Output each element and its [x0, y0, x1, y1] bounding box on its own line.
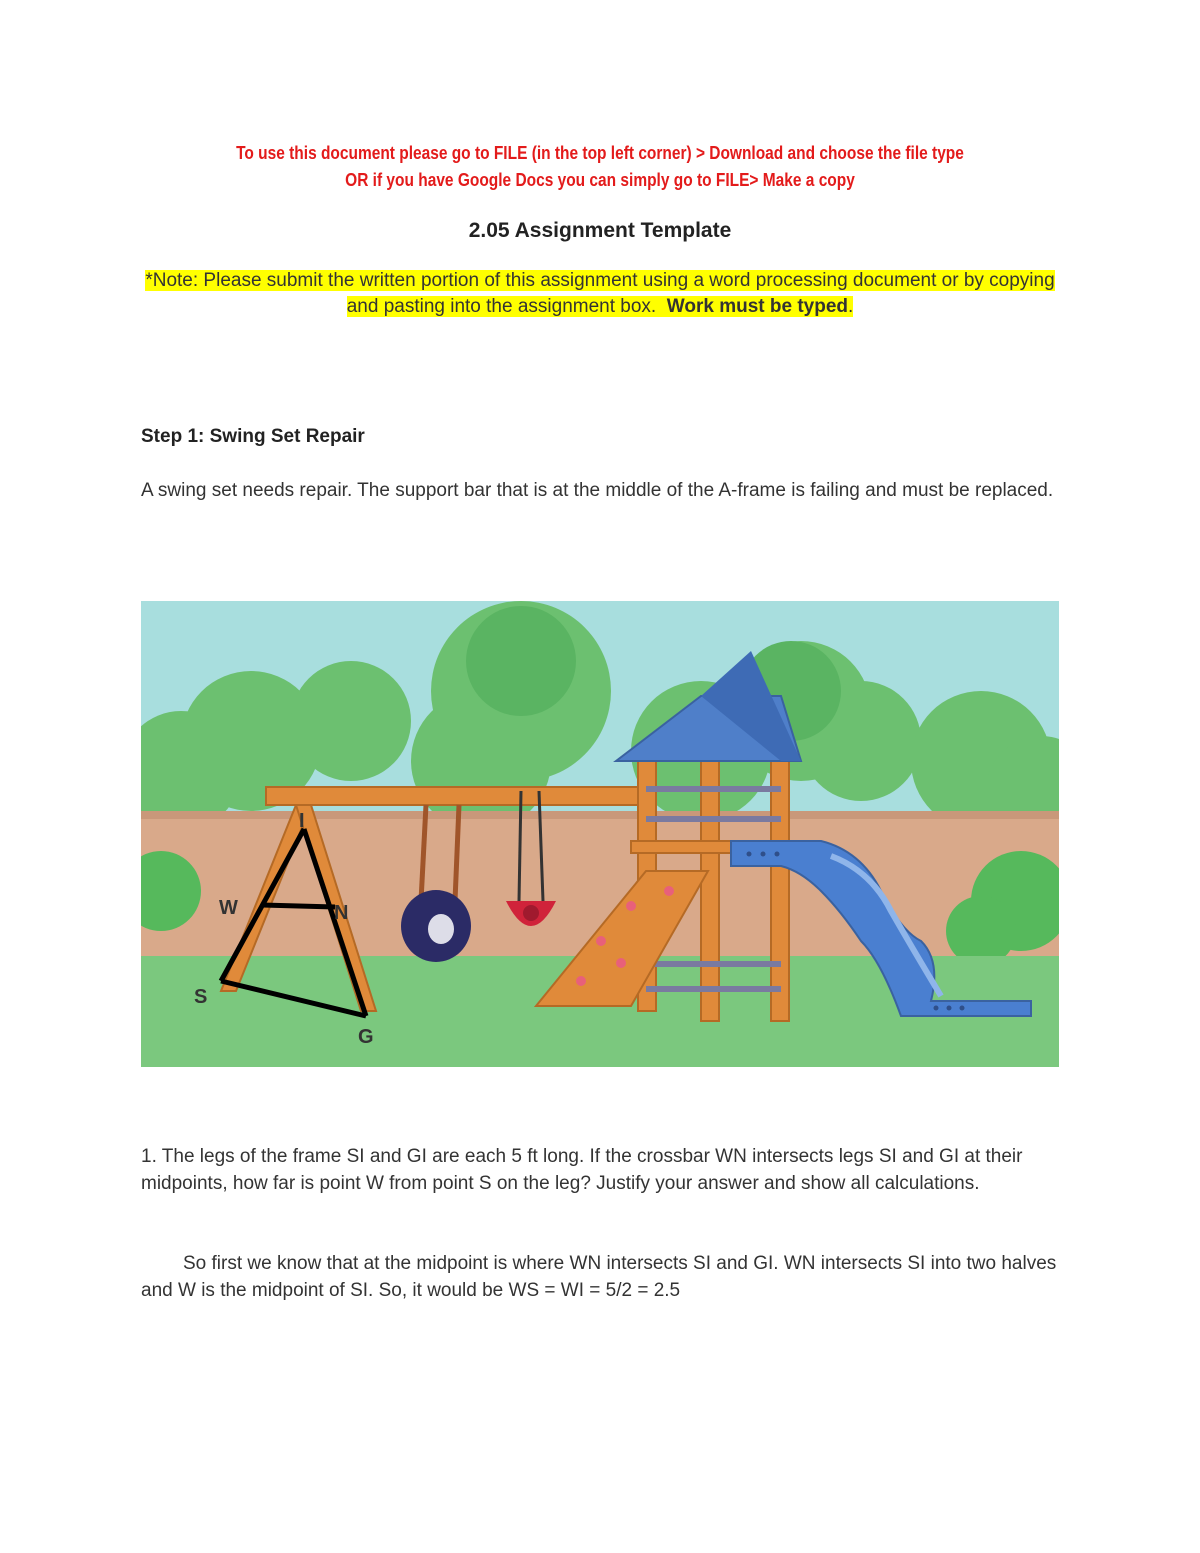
question-1: 1. The legs of the frame SI and GI are each 5 ft long. If the crossbar WN intersects legs SI and GI at their midpoints, how far is point W from point S on the leg? Justify your answer and show all calculations. [141, 1146, 1023, 1194]
label-N: N [334, 902, 349, 924]
page-title: 2.05 Assignment Template [468, 219, 732, 242]
note-bold: Work must be typed [666, 296, 848, 317]
instructions-line-1: To use this document please go to FILE (in the top left corner) > Download and choose the file type [236, 143, 964, 163]
label-W: W [219, 897, 238, 919]
step-1-intro: A swing set needs repair. The support bar that is at the middle of the A-frame is failing and must be replaced. [141, 480, 1054, 501]
label-S: S [194, 986, 208, 1008]
note-end: . [848, 296, 854, 317]
question-1-answer: So first we know that at the midpoint is where WN intersects SI and GI. WN intersects SI into two halves and W is the midpoint of SI. So, it would be WS = WI = 5/2 = 2.5 [141, 1253, 1057, 1301]
swing-beam [266, 787, 641, 805]
note-text: *Note: Please submit the written portion of this assignment using a word processing document or by copying and pasting into the assignment box. [145, 270, 1055, 317]
submission-note [140, 268, 1060, 320]
label-G: G [358, 1026, 374, 1048]
step-1-heading: Step 1: Swing Set Repair [141, 426, 365, 447]
label-I: I [299, 810, 305, 832]
instructions-line-2: OR if you have Google Docs you can simply go to FILE> Make a copy [345, 170, 855, 190]
playground-illustration [141, 601, 1059, 1067]
